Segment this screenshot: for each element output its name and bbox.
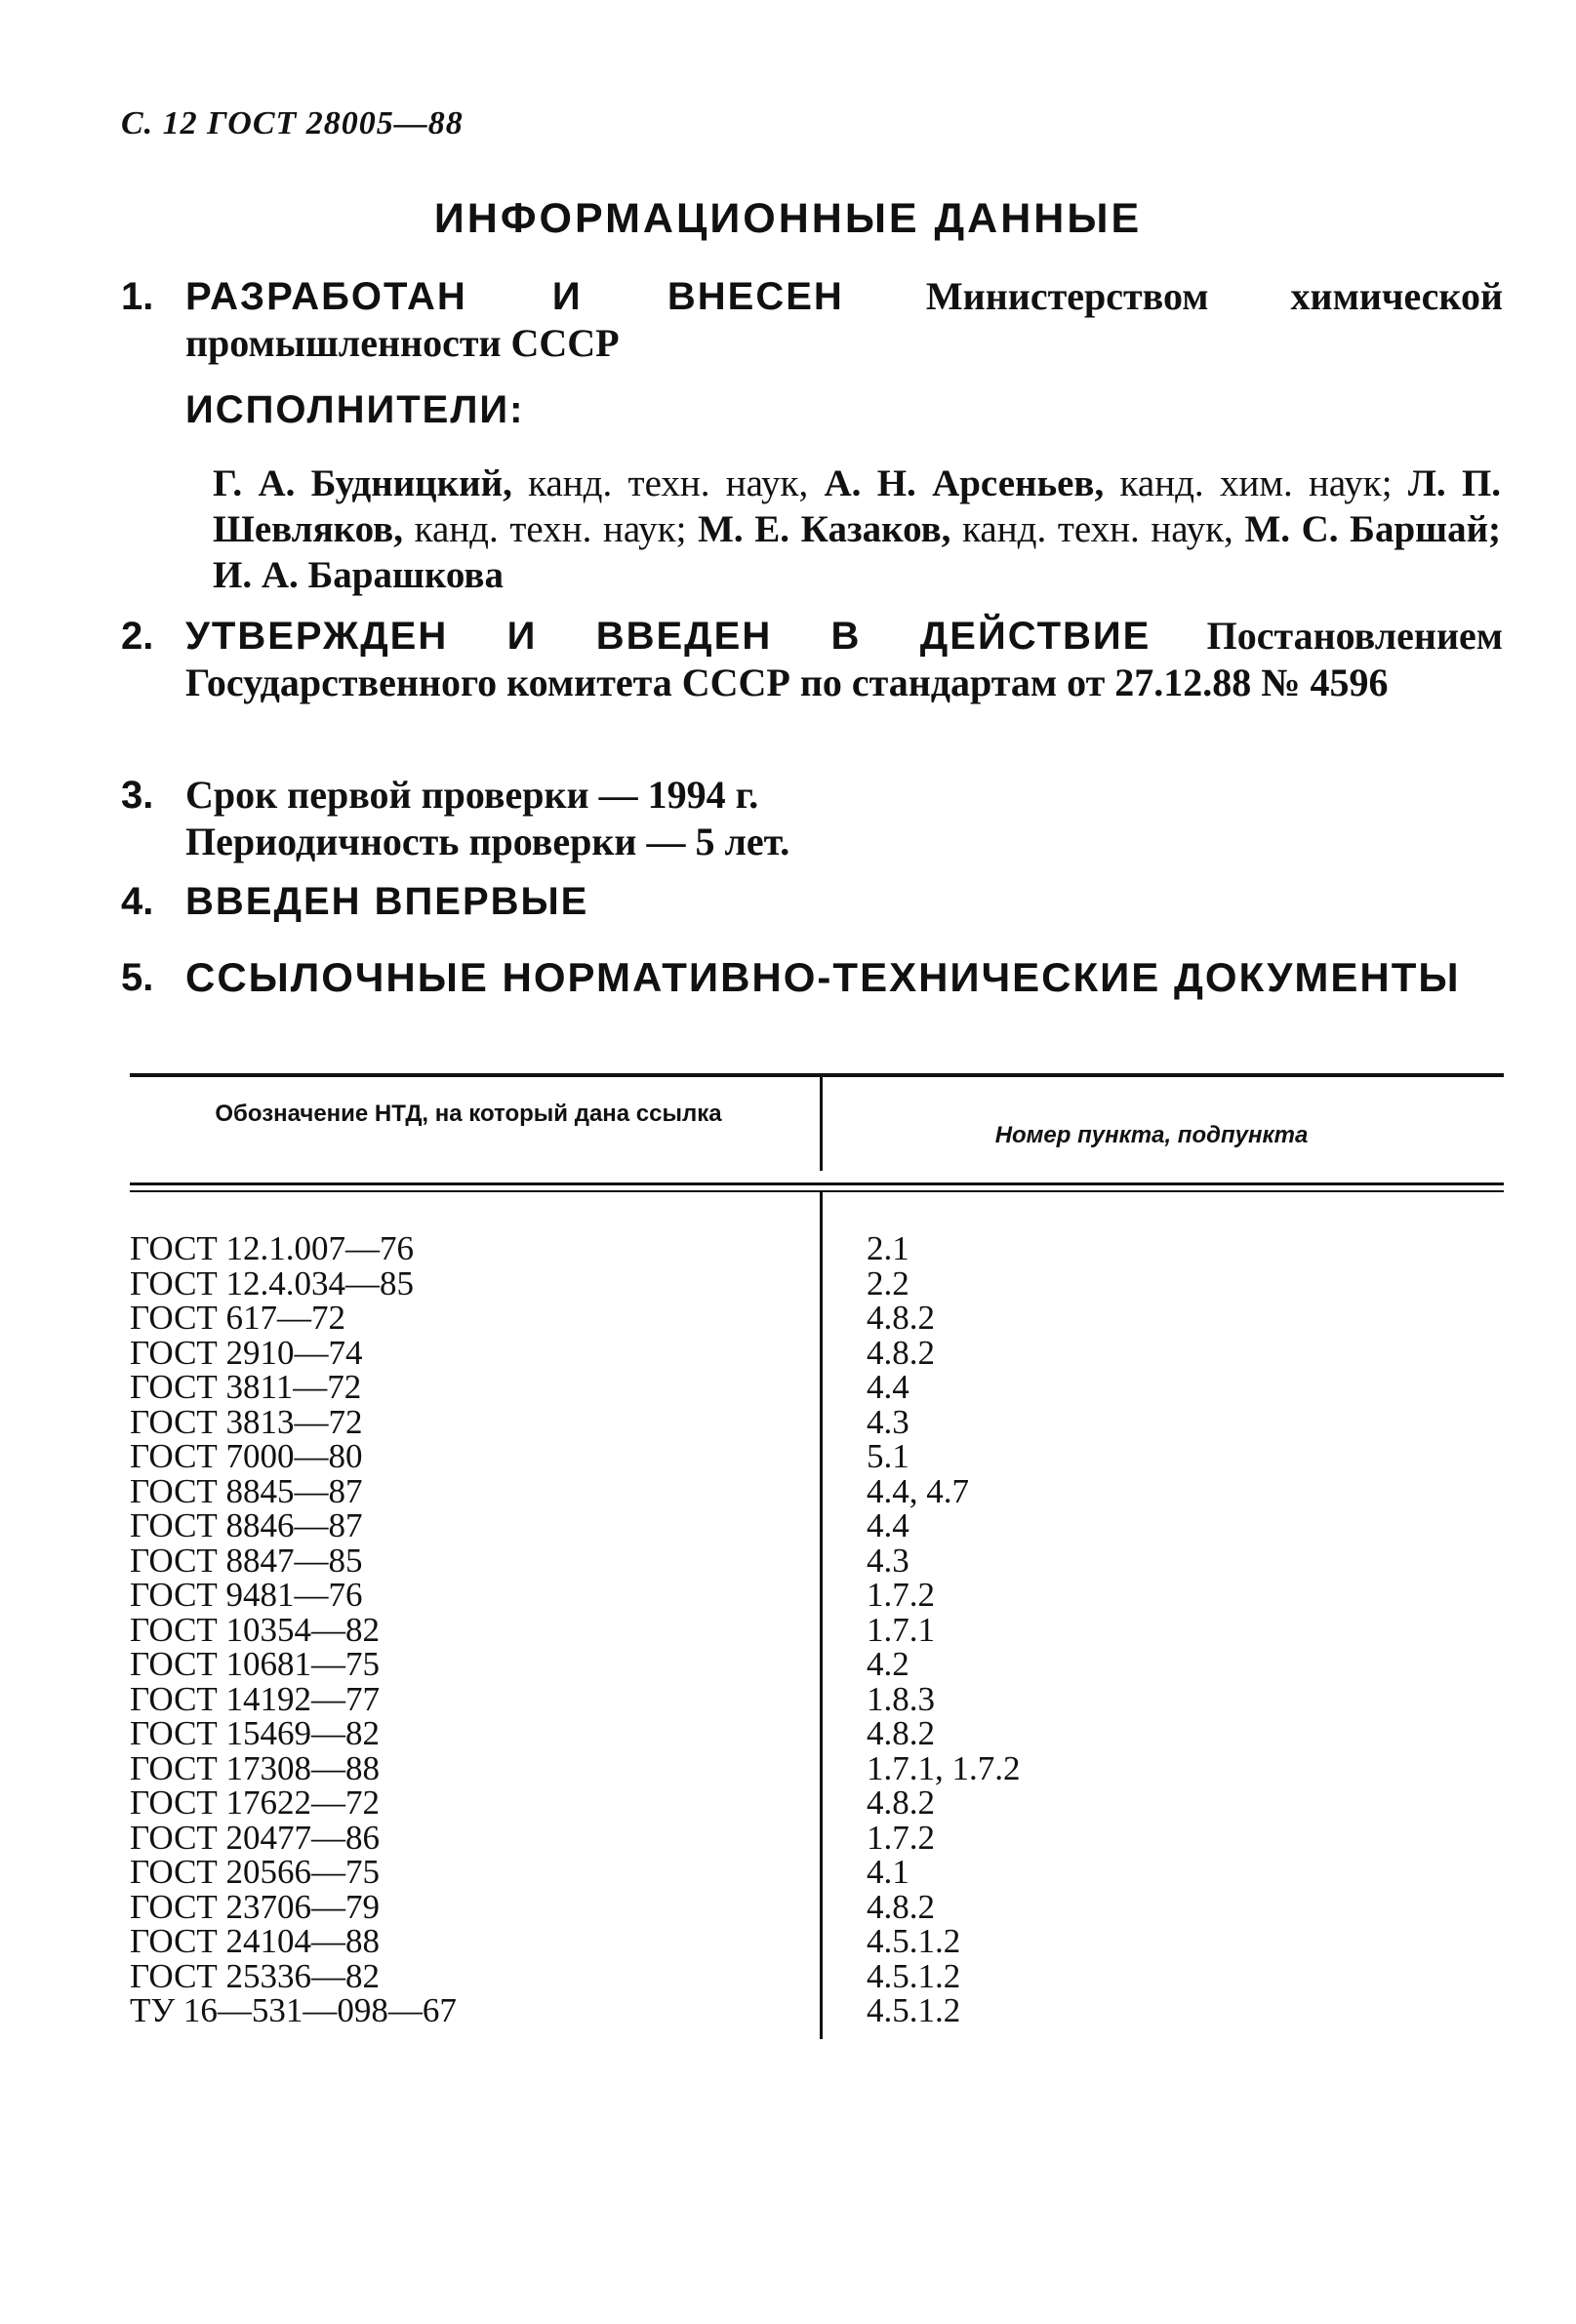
item-4-number: 4. <box>121 880 154 923</box>
clause-number: 4.4, 4.7 <box>867 1471 969 1510</box>
clause-number: 4.4 <box>867 1368 909 1406</box>
ntd-designation: ГОСТ 2910—74 <box>130 1333 363 1372</box>
table-row <box>130 1370 1504 1405</box>
item-5-number: 5. <box>121 956 154 999</box>
clause-number: 4.3 <box>867 1402 909 1441</box>
ntd-designation: ГОСТ 9481—76 <box>130 1576 363 1614</box>
item-2-body: Постановлением Государственного комитета СССР по стандартам от 27.12.88 № 4596 <box>185 614 1504 704</box>
item-2-text <box>185 613 1503 706</box>
item-3-line-2: Периодичность проверки — 5 лет. <box>185 820 790 863</box>
clause-number: 4.5.1.2 <box>867 1922 961 1960</box>
table-header-rule-1 <box>130 1182 1504 1185</box>
performer-name: Г. А. Будницкий, <box>213 462 512 504</box>
ntd-designation: ТУ 16—531—098—67 <box>130 1991 457 2029</box>
item-5-text: ССЫЛОЧНЫЕ НОРМАТИВНО-ТЕХНИЧЕСКИЕ ДОКУМЕНТЫ <box>185 954 1461 1000</box>
table-row <box>130 1855 1504 1890</box>
ntd-designation: ГОСТ 10354—82 <box>130 1610 381 1649</box>
item-1-text <box>185 273 1503 367</box>
clause-number: 4.8.2 <box>867 1783 935 1822</box>
ntd-designation: ГОСТ 617—72 <box>130 1299 346 1337</box>
performers-label: ИСПОЛНИТЕЛИ: <box>185 388 525 431</box>
ntd-designation: ГОСТ 7000—80 <box>130 1437 363 1475</box>
table-row <box>130 1301 1504 1336</box>
performer-degree: канд. техн. наук, <box>962 508 1233 550</box>
performer-name: М. С. Баршай; <box>1244 508 1502 550</box>
ntd-designation: ГОСТ 17622—72 <box>130 1783 381 1822</box>
table-header-clause: Номер пункта, подпункта <box>994 1122 1309 1148</box>
clause-number: 4.8.2 <box>867 1333 935 1372</box>
table-row <box>130 1956 1504 1995</box>
item-4-text: ВВЕДЕН ВПЕРВЫЕ <box>185 880 589 923</box>
clause-number: 2.2 <box>867 1263 909 1302</box>
table-top-rule <box>130 1073 1504 1077</box>
ntd-designation: ГОСТ 12.4.034—85 <box>130 1263 415 1302</box>
performer-name: А. Н. Арсеньев, <box>824 462 1105 504</box>
clause-number: 4.4 <box>867 1506 909 1544</box>
item-3-line-1: Срок первой проверки — 1994 г. <box>185 773 759 817</box>
clause-number: 4.5.1.2 <box>867 1991 961 2029</box>
ntd-designation: ГОСТ 8847—85 <box>130 1541 363 1580</box>
ntd-designation: ГОСТ 25336—82 <box>130 1956 381 1995</box>
table-row <box>130 1543 1504 1579</box>
clause-number: 4.8.2 <box>867 1714 935 1752</box>
clause-number: 4.2 <box>867 1645 909 1683</box>
ntd-designation: ГОСТ 17308—88 <box>130 1748 381 1787</box>
table-row <box>130 1716 1504 1751</box>
clause-number: 4.1 <box>867 1853 909 1891</box>
item-2-lead: УТВЕРЖДЕН И ВВЕДЕН В ДЕЙСТВИЕ <box>185 615 1152 658</box>
performer-degree: канд. хим. наук; <box>1119 462 1393 504</box>
clause-number: 1.7.2 <box>867 1818 935 1857</box>
table-row <box>130 1748 1504 1787</box>
ntd-designation: ГОСТ 3811—72 <box>130 1368 362 1406</box>
performers-list <box>213 461 1501 598</box>
item-1-number: 1. <box>121 275 154 318</box>
ntd-designation: ГОСТ 20566—75 <box>130 1853 381 1891</box>
ntd-designation: ГОСТ 10681—75 <box>130 1645 381 1683</box>
clause-number: 4.3 <box>867 1541 909 1580</box>
table-row <box>130 1231 1504 1266</box>
clause-number: 2.1 <box>867 1229 909 1267</box>
page-header: С. 12 ГОСТ 28005—88 <box>121 105 464 141</box>
table-row <box>130 1887 1504 1926</box>
ntd-designation: ГОСТ 24104—88 <box>130 1922 381 1960</box>
ntd-designation: ГОСТ 15469—82 <box>130 1714 381 1752</box>
ntd-designation: ГОСТ 14192—77 <box>130 1679 381 1718</box>
table-row <box>130 1263 1504 1302</box>
page-title: ИНФОРМАЦИОННЫЕ ДАННЫЕ <box>433 195 1143 242</box>
clause-number: 1.7.1 <box>867 1610 935 1649</box>
ntd-designation: ГОСТ 23706—79 <box>130 1887 381 1926</box>
item-3-number: 3. <box>121 774 154 817</box>
item-3-text <box>185 772 1503 865</box>
table-row <box>130 1924 1504 1959</box>
table-row <box>130 1471 1504 1510</box>
table-row <box>130 1333 1504 1372</box>
table-row <box>130 1647 1504 1682</box>
ntd-designation: ГОСТ 3813—72 <box>130 1402 363 1441</box>
performer-degree: канд. техн. наук, <box>528 462 809 504</box>
ntd-designation: ГОСТ 20477—86 <box>130 1818 381 1857</box>
ntd-designation: ГОСТ 12.1.007—76 <box>130 1229 415 1267</box>
performer-name: Л. П. Шевляков, <box>213 462 1502 550</box>
table-header-divider <box>820 1077 823 1171</box>
table-row <box>130 1785 1504 1821</box>
clause-number: 4.8.2 <box>867 1299 935 1337</box>
table-row <box>130 1818 1504 1857</box>
table-row <box>130 1610 1504 1649</box>
item-2-number: 2. <box>121 615 154 658</box>
clause-number: 1.8.3 <box>867 1679 935 1718</box>
item-1-lead: РАЗРАБОТАН И ВНЕСЕН <box>185 275 844 318</box>
performer-name: М. Е. Казаков, <box>698 508 951 550</box>
table-row <box>130 1508 1504 1543</box>
table-header-designation: Обозначение НТД, на который дана ссылка <box>215 1101 722 1127</box>
item-1-body: Министерством химической промышленности СССР <box>185 274 1503 365</box>
clause-number: 4.8.2 <box>867 1887 935 1926</box>
ntd-designation: ГОСТ 8846—87 <box>130 1506 363 1544</box>
table-row <box>130 1993 1504 2028</box>
clause-number: 5.1 <box>867 1437 909 1475</box>
performer-degree: канд. техн. наук; <box>414 508 687 550</box>
table-row <box>130 1402 1504 1441</box>
table-header-rule-2 <box>130 1190 1504 1192</box>
table-row <box>130 1578 1504 1613</box>
clause-number: 1.7.1, 1.7.2 <box>867 1748 1021 1787</box>
clause-number: 1.7.2 <box>867 1576 935 1614</box>
clause-number: 4.5.1.2 <box>867 1956 961 1995</box>
table-row <box>130 1679 1504 1718</box>
performer-name: И. А. Барашкова <box>213 554 504 596</box>
references-table <box>130 1231 1504 2028</box>
table-row <box>130 1439 1504 1474</box>
ntd-designation: ГОСТ 8845—87 <box>130 1471 363 1510</box>
